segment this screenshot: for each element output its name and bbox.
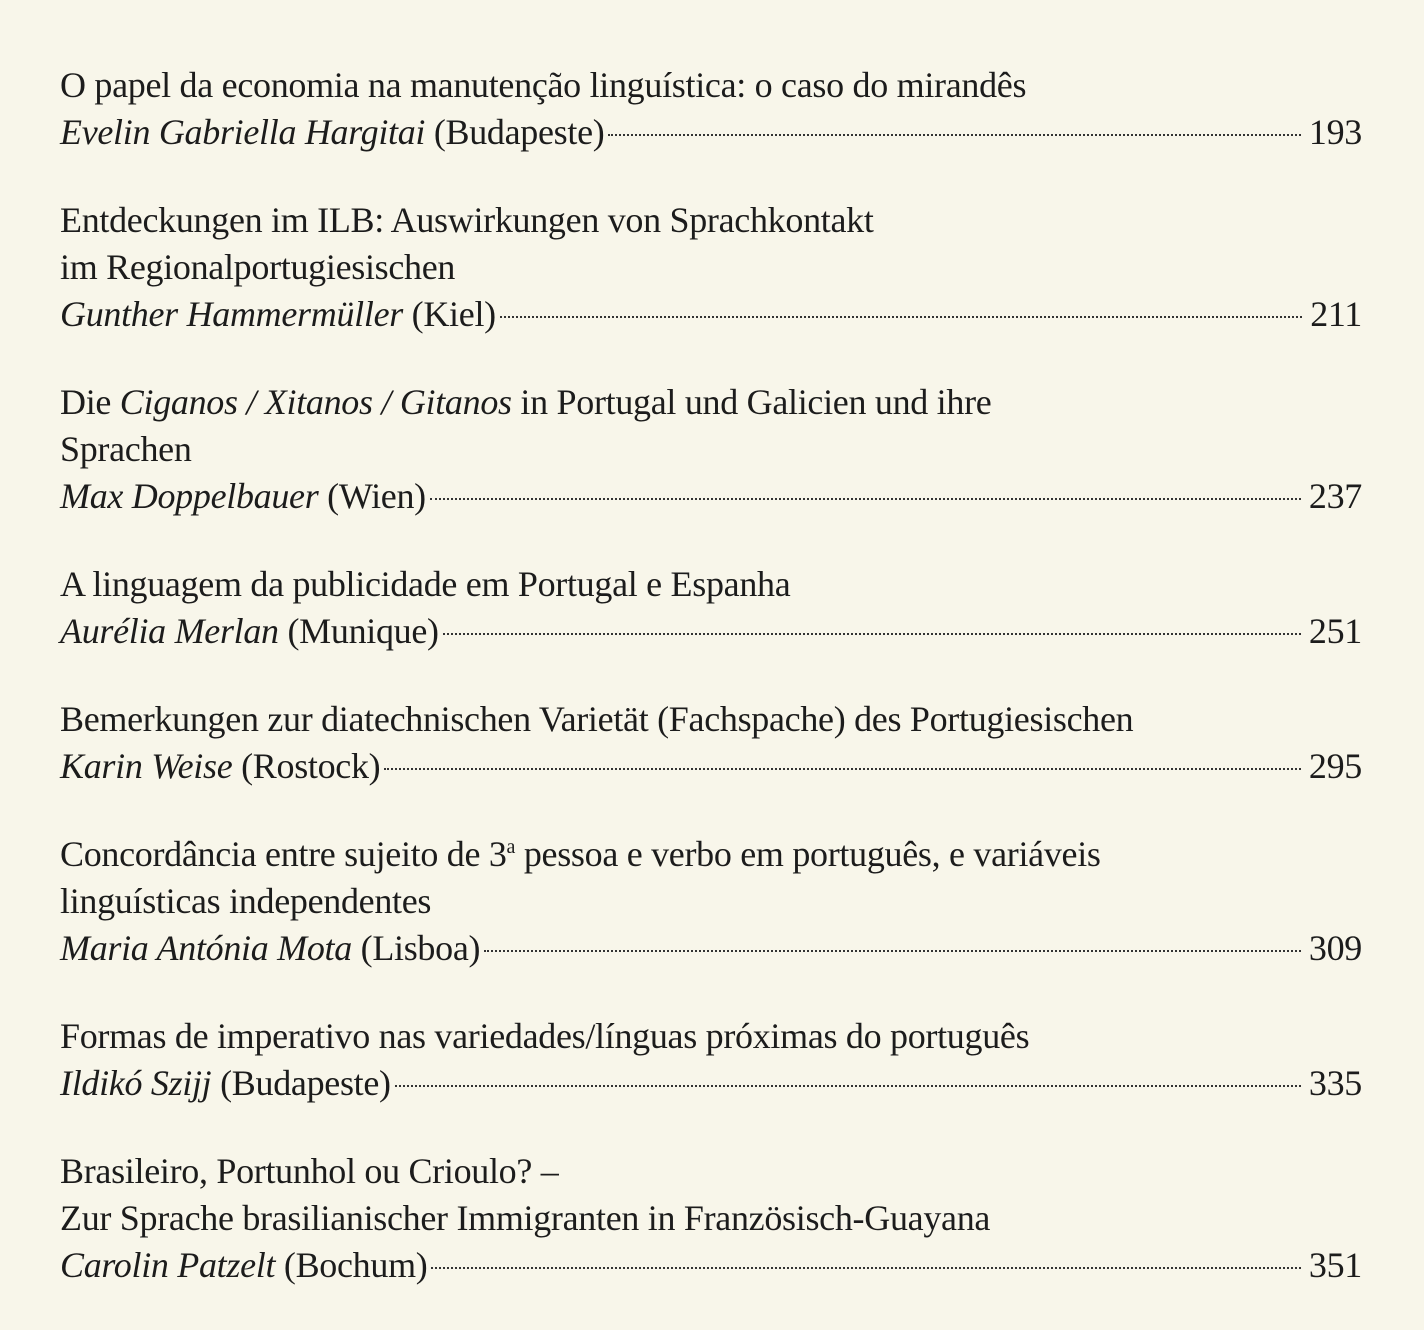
entry-title-line [60, 379, 1362, 426]
author-name: Max Doppelbauer [60, 476, 319, 516]
author-name: Aurélia Merlan [60, 611, 279, 651]
title-segment: Zur Sprache brasilianischer Immigranten in Französisch-Guayana [60, 1198, 991, 1238]
title-segment: O papel da economia na manutenção linguística: o caso do mirandês [60, 65, 1027, 105]
dot-leader [484, 950, 1301, 952]
author-place: (Rostock) [241, 746, 381, 786]
toc-entry [60, 561, 1362, 655]
dot-leader [430, 498, 1301, 500]
entry-title-line [60, 831, 1362, 878]
title-segment: im Regionalportugiesischen [60, 247, 456, 287]
toc-entry [60, 1013, 1362, 1107]
title-segment: A linguagem da publicidade em Portugal e Espanha [60, 564, 791, 604]
author-name: Evelin Gabriella Hargitai [60, 112, 426, 152]
author-place: (Kiel) [411, 294, 496, 334]
title-segment: Formas de imperativo nas variedades/línguas próximas do português [60, 1016, 1030, 1056]
author-place: (Lisboa) [360, 928, 481, 968]
page-number: 251 [1308, 611, 1362, 651]
author-line [60, 1242, 1362, 1289]
author-place: (Budapeste) [433, 112, 605, 152]
entry-title-line [60, 197, 1362, 244]
toc-entry [60, 379, 1362, 520]
author-line [60, 925, 1362, 972]
page-number: 295 [1308, 746, 1362, 786]
title-segment: Brasileiro, Portunhol ou Crioulo? – [60, 1151, 559, 1191]
page-number: 211 [1310, 294, 1362, 334]
page-number: 351 [1308, 1245, 1362, 1285]
dot-leader [431, 1267, 1300, 1269]
dot-leader [608, 134, 1300, 136]
entry-title-line [60, 561, 1362, 608]
title-segment: linguísticas independentes [60, 881, 432, 921]
title-segment: Concordância entre sujeito de 3 [60, 834, 507, 874]
author-name: Maria Antónia Mota [60, 928, 352, 968]
table-of-contents [60, 62, 1362, 1330]
dot-leader [443, 633, 1301, 635]
author-place: (Munique) [287, 611, 439, 651]
page-number: 237 [1308, 476, 1362, 516]
toc-entry [60, 696, 1362, 790]
title-segment: Sprachen [60, 429, 192, 469]
author-line [60, 291, 1362, 338]
author-name: Karin Weise [60, 746, 233, 786]
title-segment: Bemerkungen zur diatechnischen Varietät (Fachspache) des Portugiesischen [60, 699, 1134, 739]
author-line [60, 608, 1362, 655]
entry-title-line [60, 1148, 1362, 1195]
title-segment: Entdeckungen im ILB: Auswirkungen von Sprachkontakt [60, 200, 874, 240]
entry-title-line [60, 878, 1362, 925]
page-number: 309 [1308, 928, 1362, 968]
dot-leader [500, 316, 1302, 318]
author-name: Gunther Hammermüller [60, 294, 403, 334]
dot-leader [384, 768, 1301, 770]
page-number: 335 [1308, 1063, 1362, 1103]
toc-entry [60, 831, 1362, 972]
author-place: (Wien) [327, 476, 426, 516]
title-segment: pessoa e verbo em português, e variáveis [515, 834, 1101, 874]
author-name: Carolin Patzelt [60, 1245, 276, 1285]
entry-title-line [60, 244, 1362, 291]
author-place: (Bochum) [283, 1245, 428, 1285]
toc-entry [60, 1148, 1362, 1289]
toc-entry [60, 62, 1362, 156]
title-segment: a [506, 836, 516, 858]
title-segment: Die [60, 382, 120, 422]
title-segment: Ciganos / Xitanos / Gitanos [119, 382, 512, 422]
page-number: 193 [1308, 112, 1362, 152]
author-place: (Budapeste) [220, 1063, 391, 1103]
author-line [60, 1060, 1362, 1107]
author-name: Ildikó Szijj [60, 1063, 212, 1103]
entry-title-line [60, 426, 1362, 473]
entry-title-line [60, 1195, 1362, 1242]
entry-title-line [60, 696, 1362, 743]
entry-title-line [60, 1013, 1362, 1060]
toc-entry [60, 197, 1362, 338]
author-line [60, 743, 1362, 790]
dot-leader [395, 1085, 1301, 1087]
title-segment: in Portugal und Galicien und ihre [511, 382, 992, 422]
author-line [60, 109, 1362, 156]
author-line [60, 473, 1362, 520]
entry-title-line [60, 62, 1362, 109]
